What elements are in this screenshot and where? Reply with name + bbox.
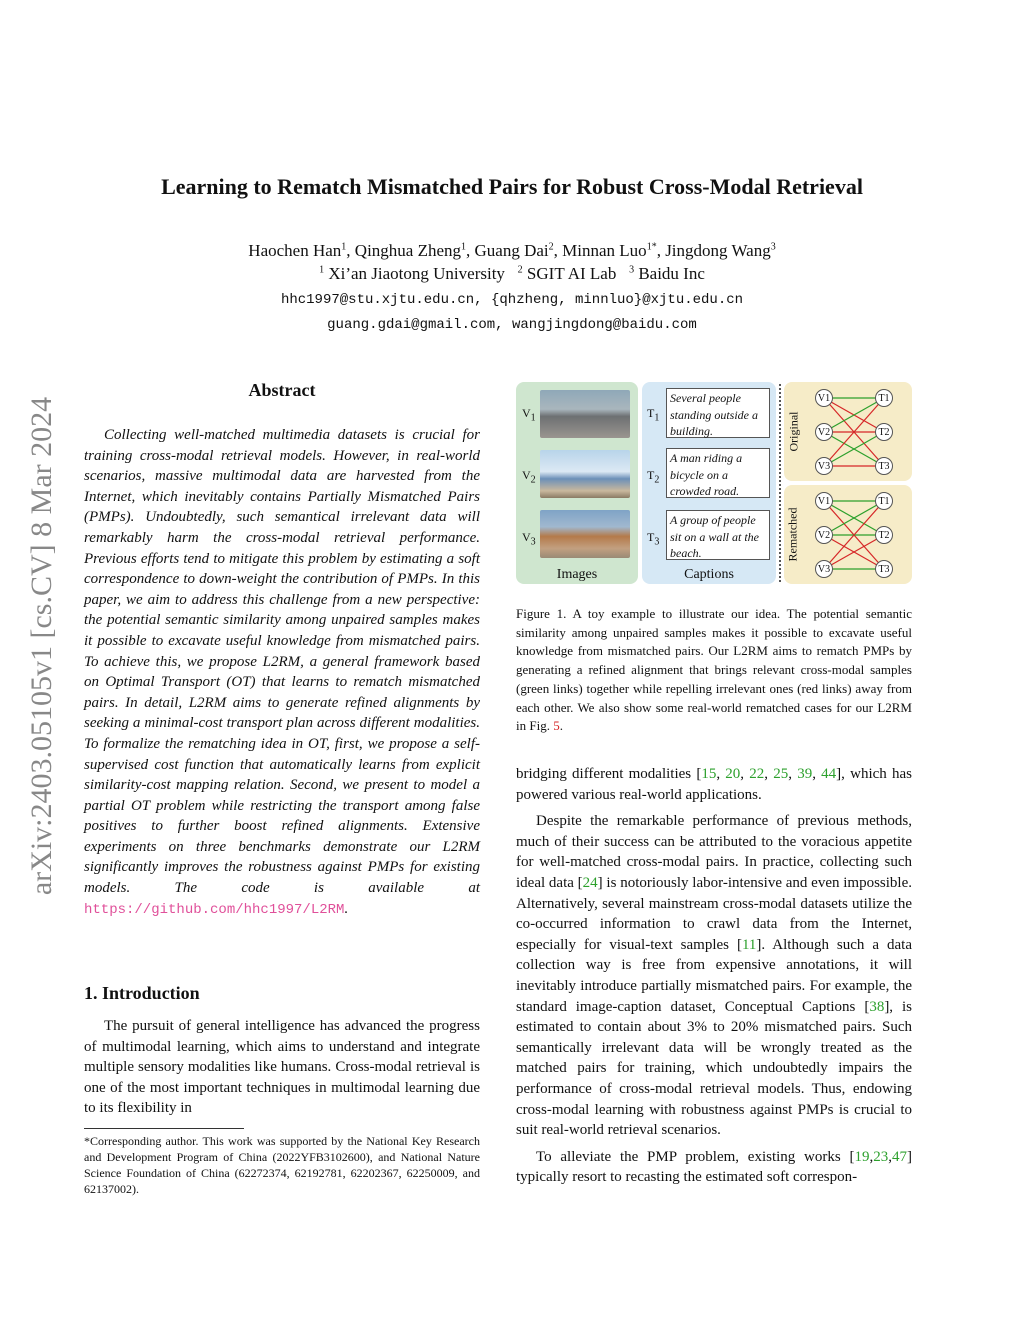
t-node: T3 [875,457,893,475]
t-node: T1 [875,389,893,407]
text: ], which has powered various real-world applications. [516,766,913,803]
t-node: T1 [875,492,893,510]
affiliation-mark: 2 [517,264,523,276]
figure-ref-link[interactable]: 5 [553,718,560,734]
v-node: V3 [815,560,833,578]
t-node: T3 [875,560,893,578]
text: ], is estimated to contain about 3% to 20% mismatched pairs. Such semantically irrelevant data will be wrongly treated as the matched pairs for training, which undoubtedly impairs the performance of cross-modal retrieval models. Thus, endowing cross-modal learning with robustness against PMPs is crucial to suit real-world retrieval scenarios. [516,998,912,1139]
affiliation: SGIT AI Lab [526,264,617,283]
captions-panel [642,382,776,584]
photo-beach-group [540,450,630,498]
citation-link[interactable]: 44 [821,766,837,782]
t-node: T2 [875,423,893,441]
images-label: Images [556,567,598,582]
image-label: $V_3$ [522,530,536,548]
intro-heading: 1. Introduction [84,983,200,1003]
citation-link[interactable]: 22 [749,766,765,782]
v-node: V1 [815,492,833,510]
v-node: V1 [815,389,833,407]
email-line[interactable]: hhc1997@stu.xjtu.edu.cn, {qhzheng, minnluo}@xjtu.edu.cn [280,292,744,308]
author-affiliation-mark: 3 [770,241,776,253]
citation-link[interactable]: 23 [873,1148,889,1165]
paper-title: Learning to Rematch Mismatched Pairs for Robust Cross-Modal Retrieval [161,174,863,199]
captions-label: Captions [684,567,734,582]
text: ] is notoriously labor-intensive and even impossible. Alternatively, several mainstream cross-modal datasets utilize the co-occurred information to crawl data from the Internet, especially for visual-text samples [ [516,874,912,953]
caption-text: Figure 1. A toy example to illustrate our idea. The potential semantic similarity among unpaired samples makes it possible to excavate useful knowledge from mismatched pairs. Our L2RM aims to rematch PMPs by generating a refined alignment that brings relevant cross-modal samples (green links) together while repelling irrelevant ones (red links) away from each other. We also show some real-world rematched cases for our L2RM in Fig. [516,606,912,734]
email-line[interactable]: guang.gdai@gmail.com, wangjingdong@baidu.com [327,317,697,333]
rematched-panel [784,485,912,584]
citation-link[interactable]: 39 [797,766,813,782]
text-label: $T_1$ [647,406,660,424]
footnote-divider [84,1128,244,1129]
abstract-body [84,425,480,920]
text-label: $T_2$ [647,468,660,486]
abstract-heading: Abstract [248,380,316,400]
v-node: V2 [815,526,833,544]
author-affiliation-mark: 2 [548,241,554,253]
author-affiliation-mark: 1 [461,241,467,253]
dotted-divider [779,384,781,582]
affiliation: Xi’an Jiaotong University [328,264,505,283]
photo-cyclist [540,390,630,438]
citation-link[interactable]: 15 [701,766,717,782]
text: ] typically resort to recasting the estimated soft correspon- [516,1148,912,1186]
images-panel [516,382,638,584]
original-panel [784,382,912,481]
citation-link[interactable]: 11 [741,936,757,953]
citation-link[interactable]: 25 [773,766,789,782]
intro-paragraph-1: The pursuit of general intelligence has advanced the progress of multimodal learning, which aims to understand and integrate multiple sensory modalities like humans. Cross-modal retrieval is one of the most important techniques in multimodal learning due to its flexibility in [84,1018,480,1117]
v-node: V2 [815,423,833,441]
figure-caption [516,605,912,736]
author-list: Haochen Han$^1$, Qinghua Zheng$^1$, Guang Dai$^2$, Minnan Luo$^{1*}$, Jingdong Wang$^3$ [248,241,776,260]
affiliation-list [0,264,1024,284]
t-node: T2 [875,526,893,544]
text: To alleviate the PMP problem, existing works [ [536,1148,855,1165]
text: ]. Although such a data collection way is free from expensive annotations, it will inevitably introduce partially mismatched pairs. For example, the standard image-caption dataset, Conceptual Captions [ [516,936,912,1015]
affiliation-mark: 1 [319,264,325,276]
author-affiliation-mark: 1 [341,241,347,253]
right-column [516,764,912,1188]
original-label: Original [786,411,801,452]
arxiv-stamp[interactable]: arXiv:2403.05105v1 [cs.CV] 8 Mar 2024 [25,396,58,896]
abstract-text: Collecting well-matched multimedia datasets is crucial for training cross-modal retrieval models. However, in real-world scenarios, massive multimodal data are harvested from the Internet, which inevitably contains Partially Mismatched Pairs (PMPs). Undoubtedly, such semantical irrelevant data will remarkably harm the cross-modal retrieval performance. Previous efforts tend to mitigate this problem by estimating a soft correspondence to down-weight the contribution of PMPs. In this paper, we aim to address this challenge from a new perspective: the potential semantic similarity among unpaired samples makes it possible to excavate useful knowledge from mismatched pairs. To achieve this, we propose L2RM, a general framework based on Optimal Transport (OT) that learns to rematch mismatched pairs. In detail, L2RM aims to generate refined alignments by seeking a minimal-cost transport plan across different modalities. To formalize the rematching idea in OT, first, we propose a self-supervised cost function that automatically learns from explicit similarity-cost mapping relation. Second, we present to model a partial OT problem while restricting the transport among false positives to further boost refined alignments. Extensive experiments on three benchmarks demonstrate our L2RM significantly improves the robustness against PMPs for existing models. The code is available at [84,427,480,897]
affiliation: Baidu Inc [638,264,705,283]
intro-paragraph-1-cont: bridging different modalities [15, 20, 22, 25, 39, 44], which has powered various real-world applications. [516,766,913,803]
affiliation-mark: 3 [629,264,635,276]
footnote: *Corresponding author. This work was supported by the National Key Research and Development Program of China (2022YFB3102600), and National Nature Science Foundation of China (62272374, 62192781, 62202367, 62250009, and 62137002). [84,1134,480,1196]
citation-link[interactable]: 38 [869,998,885,1015]
image-label: $V_2$ [522,468,536,486]
author-name: Minnan Luo [562,241,647,260]
citation-link[interactable]: 19 [854,1148,870,1165]
author-affiliation-mark: 1* [646,241,657,253]
citation-link[interactable]: 20 [725,766,741,782]
author-name: Guang Dai [474,241,549,260]
caption-box: Several people standing outside a building. [666,388,770,438]
caption-box: A man riding a bicycle on a crowded road. [666,448,770,498]
rematched-label: Rematched [785,507,800,562]
caption-end: . [559,718,563,734]
text: bridging different modalities [ [516,766,702,782]
author-name: Qinghua Zheng [354,241,462,260]
abstract-end: . [344,900,349,917]
figure-1 [516,382,912,584]
citation-link[interactable]: 24 [582,874,598,891]
text-label: $T_3$ [647,530,660,548]
caption-box: A group of people sit on a wall at the beach. [666,510,770,560]
author-name: Haochen Han [248,241,342,260]
text: Despite the remarkable performance of previous methods, much of their success can be attributed to the voracious appetite for well-matched cross-modal pairs. In practice, collecting such ideal data [ [516,813,912,891]
author-name: Jingdong Wang [665,241,771,260]
photo-sculpture [540,510,630,558]
intro-paragraph-2 [516,811,912,1141]
intro-paragraph-3: To alleviate the PMP problem, existing works [19,23,47] typically resort to recasting the estimated soft correspon- [516,1148,912,1186]
v-node: V3 [815,457,833,475]
code-link[interactable]: https://github.com/hhc1997/L2RM [84,901,345,918]
citation-link[interactable]: 47 [892,1148,907,1165]
image-label: $V_1$ [522,406,536,424]
